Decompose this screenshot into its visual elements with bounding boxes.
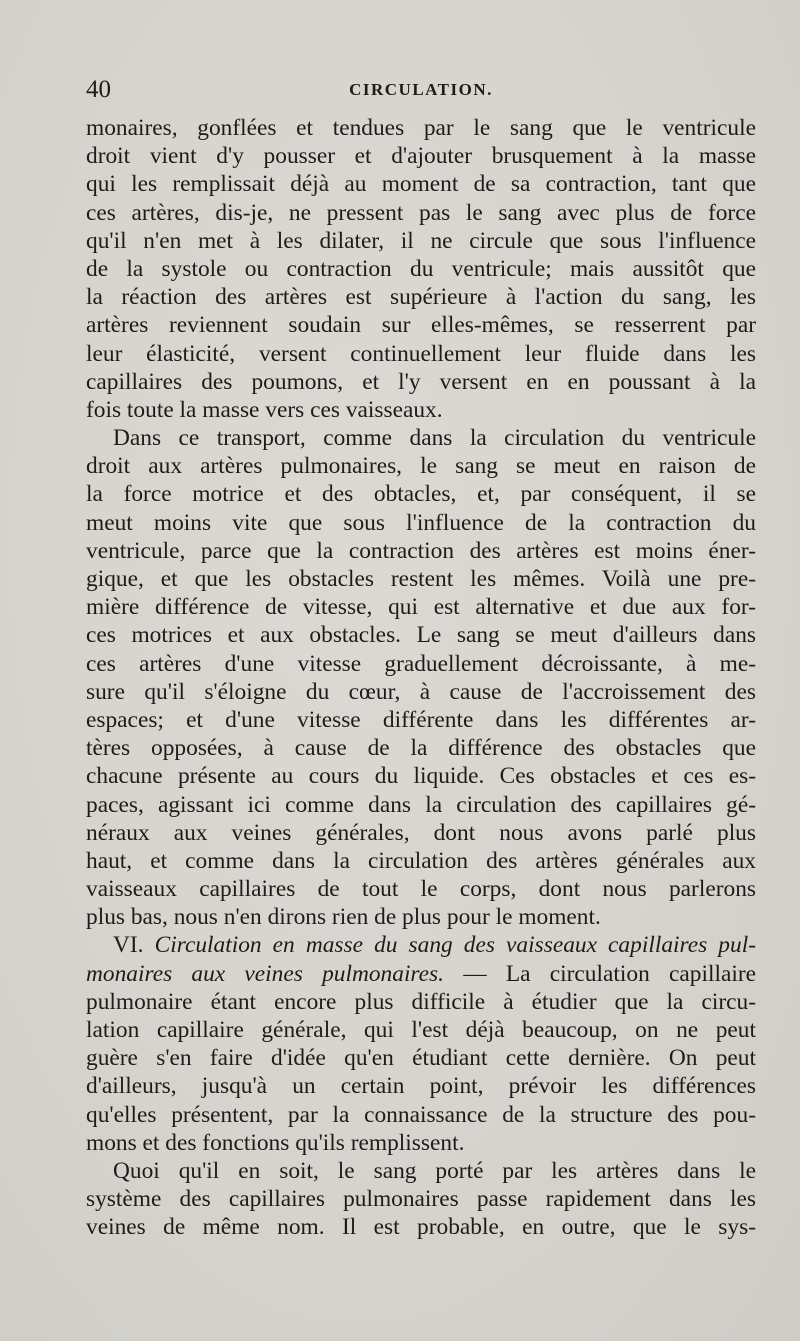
text-line: système des capillaires pulmonaires passe rapidement dans les bbox=[86, 1186, 756, 1213]
text-line: d'ailleurs, jusqu'à un certain point, prévoir les différences bbox=[86, 1073, 756, 1100]
section-title-cont: monaires aux veines pulmonaires. bbox=[86, 960, 445, 987]
text-line: ces artères, dis-je, ne pressent pas le sang avec plus de force bbox=[86, 199, 756, 226]
text-line: leur élasticité, versent continuellement leur fluide dans les bbox=[86, 340, 756, 367]
text-line: chacune présente au cours du liquide. Ces obstacles et ces es- bbox=[86, 763, 756, 790]
text-line: monaires, gonflées et tendues par le sang que le ventricule bbox=[86, 115, 756, 141]
text-line: ces artères d'une vitesse graduellement décroissante, à me- bbox=[86, 650, 756, 677]
text-line: tères opposées, à cause de la différence des obstacles que bbox=[86, 735, 756, 762]
text-line: la réaction des artères est supérieure à l'action du sang, les bbox=[86, 284, 756, 311]
body-text bbox=[86, 114, 756, 1242]
section-title: Circulation en masse du sang des vaisseaux capillaires pul- bbox=[154, 932, 756, 959]
text-line: mière différence de vitesse, qui est alternative et due aux for- bbox=[86, 594, 756, 621]
text-line: néraux aux veines générales, dont nous avons parlé plus bbox=[86, 819, 756, 846]
text-line: pulmonaire étant encore plus difficile à étudier que la circu- bbox=[86, 988, 756, 1015]
page-header bbox=[86, 76, 756, 108]
text-line: mons et des fonctions qu'ils remplissent. bbox=[86, 1129, 465, 1156]
section-number: VI. bbox=[113, 932, 144, 959]
running-head: CIRCULATION. bbox=[349, 80, 493, 99]
text-line: de la systole ou contraction du ventricule; mais aussitôt que bbox=[86, 255, 756, 282]
text-line: ces motrices et aux obstacles. Le sang se meut d'ailleurs dans bbox=[86, 622, 756, 649]
text-line: fois toute la masse vers ces vaisseaux. bbox=[86, 396, 443, 423]
text-line: espaces; et d'une vitesse différente dans les différentes ar- bbox=[86, 706, 756, 733]
text-line: veines de même nom. Il est probable, en outre, que le sys- bbox=[86, 1214, 756, 1241]
text-line: droit aux artères pulmonaires, le sang se meut en raison de bbox=[86, 453, 756, 480]
text-line: sure qu'il s'éloigne du cœur, à cause de l'accroissement des bbox=[86, 678, 756, 705]
text-line: qu'il n'en met à les dilater, il ne circule que sous l'influence bbox=[86, 227, 756, 254]
text-line: droit vient d'y pousser et d'ajouter brusquement à la masse bbox=[86, 143, 756, 170]
text-line: qui les remplissait déjà au moment de sa contraction, tant que bbox=[86, 171, 756, 198]
text-line: lation capillaire générale, qui l'est déjà beaucoup, on ne peut bbox=[86, 1017, 756, 1043]
text-line: Quoi qu'il en soit, le sang porté par les artères dans le bbox=[113, 1157, 756, 1184]
text-line: haut, et comme dans la circulation des artères générales aux bbox=[86, 847, 756, 874]
section-heading-line bbox=[86, 960, 756, 988]
text-line: Dans ce transport, comme dans la circulation du ventricule bbox=[113, 425, 756, 452]
section-heading-line bbox=[86, 931, 756, 959]
text-line: plus bas, nous n'en dirons rien de plus pour le moment. bbox=[86, 904, 601, 931]
text-line: gique, et que les obstacles restent les mêmes. Voilà une pre- bbox=[86, 566, 756, 592]
text-line: guère s'en faire d'idée qu'en étudiant cette dernière. On peut bbox=[86, 1045, 756, 1072]
text-line: artères reviennent soudain sur elles-mêmes, se resserrent par bbox=[86, 312, 756, 339]
text-line: qu'elles présentent, par la connaissance de la structure des pou- bbox=[86, 1101, 756, 1128]
text-line: la force motrice et des obtacles, et, par conséquent, il se bbox=[86, 481, 756, 508]
text-line: vaisseaux capillaires de tout le corps, dont nous parlerons bbox=[86, 876, 756, 903]
page-number: 40 bbox=[86, 76, 111, 103]
section-text: — La circulation capillaire bbox=[463, 960, 756, 987]
text-line: paces, agissant ici comme dans la circulation des capillaires gé- bbox=[86, 791, 756, 818]
text-line: meut moins vite que sous l'influence de la contraction du bbox=[86, 509, 756, 536]
text-line: capillaires des poumons, et l'y versent en en poussant à la bbox=[86, 368, 756, 395]
text-line: ventricule, parce que la contraction des artères est moins éner- bbox=[86, 537, 756, 564]
